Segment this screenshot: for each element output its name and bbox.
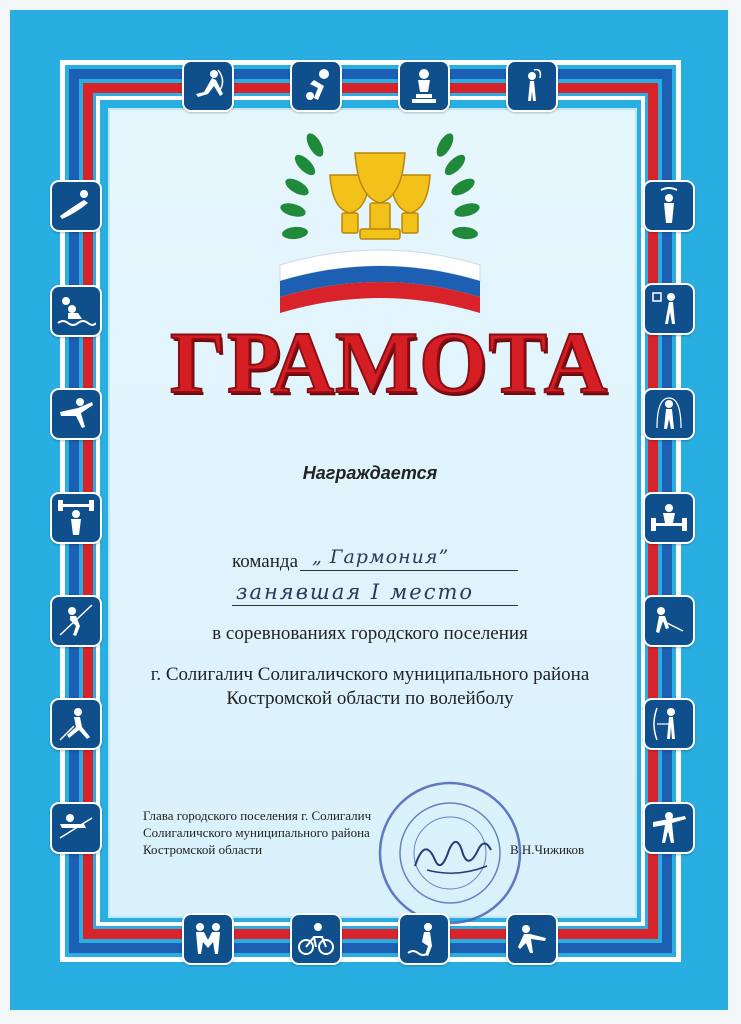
signer-name: В.Н.Чижиков <box>510 842 585 857</box>
official-seal <box>375 778 525 928</box>
place-handwritten: занявшая I место <box>236 580 475 604</box>
rowing-icon <box>643 595 695 647</box>
team-name-handwritten: „ Гармония” <box>312 546 450 568</box>
weightlifting-icon <box>50 492 102 544</box>
weightlifting-bar-icon <box>643 492 695 544</box>
pole-vault-icon <box>50 802 102 854</box>
fencing-icon <box>50 698 102 750</box>
gymnastics-ball-icon <box>290 60 342 112</box>
awarded-label: Награждается <box>302 463 438 483</box>
competition-line-3: Костромской области по волейболу <box>226 688 514 709</box>
wrestling-icon <box>182 913 234 965</box>
certificate-title: ГРАМОТА <box>170 315 609 412</box>
trophy-cup-icon <box>398 60 450 112</box>
signer-position-1: Глава городского поселения г. Солигалич <box>143 808 372 823</box>
rope-gymnastics-icon <box>643 388 695 440</box>
cycling-icon <box>290 913 342 965</box>
competition-line-2: г. Солигалич Солигаличского муниципального района <box>150 664 590 685</box>
gymnast-leap-icon <box>50 388 102 440</box>
weightlifter-overhead-icon <box>643 180 695 232</box>
water-polo-icon <box>50 285 102 337</box>
hoop-gymnastics-icon <box>643 283 695 335</box>
team-prefix: команда <box>232 551 298 572</box>
archery-icon <box>643 698 695 750</box>
place-underline <box>232 605 518 606</box>
swimming-icon <box>398 913 450 965</box>
javelin-throw-icon <box>50 595 102 647</box>
high-jump-icon <box>50 180 102 232</box>
discus-throw-icon <box>643 802 695 854</box>
rhythmic-gymnastics-icon <box>182 60 234 112</box>
skating-icon <box>506 913 558 965</box>
competition-line-1: в соревнованиях городского поселения <box>212 623 528 644</box>
team-underline <box>300 570 518 571</box>
ribbon-gymnastics-icon <box>506 60 558 112</box>
signer-position-3: Костромской области <box>143 842 263 857</box>
trophy-emblem <box>260 115 500 325</box>
signer-position-2: Солигаличского муниципального района <box>143 825 370 840</box>
